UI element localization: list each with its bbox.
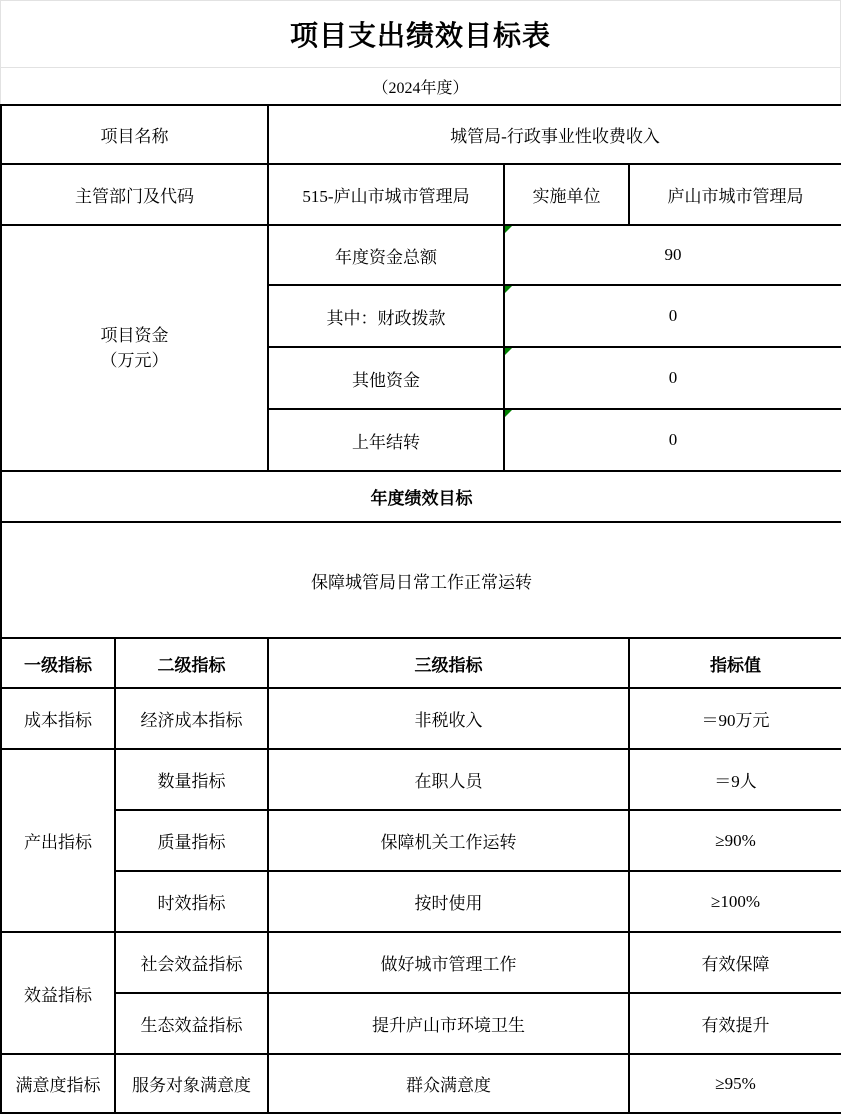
level3-public-satisfaction: 群众满意度 [268, 1054, 629, 1113]
level2-timeliness: 时效指标 [115, 871, 268, 932]
indicator-row-quality [1, 810, 841, 871]
indicator-row-eco-benefit [1, 993, 841, 1054]
excel-flag-triangle-icon [505, 226, 512, 233]
annual-goal-content: 保障城管局日常工作正常运转 [1, 522, 841, 638]
department-row [1, 164, 841, 225]
title-band [0, 0, 841, 67]
impl-unit-label: 实施单位 [504, 164, 629, 225]
header-level1: 一级指标 [1, 638, 115, 688]
level3-city-management: 做好城市管理工作 [268, 932, 629, 993]
funding-total-value [504, 225, 841, 285]
funding-fiscal-value [504, 285, 841, 347]
level3-nontax-income: 非税收入 [268, 688, 629, 749]
page-title: 项目支出绩效目标表 [289, 21, 551, 52]
value-city-management: 有效保障 [629, 932, 841, 993]
indicator-row-quantity [1, 749, 841, 810]
excel-flag-triangle-icon [505, 348, 512, 355]
funding-label-line2: （万元） [100, 351, 169, 370]
level3-on-time-use: 按时使用 [268, 871, 629, 932]
page-subtitle: （2024年度） [372, 79, 469, 97]
funding-total-amount: 90 [664, 245, 682, 264]
header-value: 指标值 [629, 638, 841, 688]
level3-agency-operation: 保障机关工作运转 [268, 810, 629, 871]
subtitle-band [0, 67, 841, 104]
funding-section-label [1, 225, 268, 471]
excel-flag-triangle-icon [505, 286, 512, 293]
level1-output: 产出指标 [1, 749, 115, 932]
project-name-row [1, 105, 841, 164]
funding-fiscal-amount: 0 [668, 306, 678, 325]
annual-goal-content-row [1, 522, 841, 638]
value-nontax-income: ＝90万元 [629, 688, 841, 749]
level1-satisfaction: 满意度指标 [1, 1054, 115, 1113]
project-name-label: 项目名称 [1, 105, 268, 164]
performance-table [0, 104, 841, 1114]
dept-label: 主管部门及代码 [1, 164, 268, 225]
indicator-row-social-benefit [1, 932, 841, 993]
level2-economic-cost: 经济成本指标 [115, 688, 268, 749]
funding-carryover-value [504, 409, 841, 471]
level2-eco-benefit: 生态效益指标 [115, 993, 268, 1054]
funding-other-label: 其他资金 [268, 347, 504, 409]
impl-unit-value: 庐山市城市管理局 [629, 164, 841, 225]
level2-quantity: 数量指标 [115, 749, 268, 810]
header-level2: 二级指标 [115, 638, 268, 688]
value-on-time-use: ≥100% [629, 871, 841, 932]
value-public-satisfaction: ≥95% [629, 1054, 841, 1113]
funding-row-total [1, 225, 841, 285]
annual-goal-header-row [1, 471, 841, 522]
annual-goal-header: 年度绩效目标 [1, 471, 841, 522]
indicator-row-satisfaction [1, 1054, 841, 1113]
funding-label-line1: 项目资金 [100, 325, 169, 345]
funding-carryover-amount: 0 [668, 430, 678, 449]
funding-other-value [504, 347, 841, 409]
header-level3: 三级指标 [268, 638, 629, 688]
project-name-value: 城管局-行政事业性收费收入 [268, 105, 841, 164]
level2-service-satisfaction: 服务对象满意度 [115, 1054, 268, 1113]
indicator-row-timeliness [1, 871, 841, 932]
indicator-header-row [1, 638, 841, 688]
funding-other-amount: 0 [668, 368, 678, 387]
value-agency-operation: ≥90% [629, 810, 841, 871]
funding-carryover-label: 上年结转 [268, 409, 504, 471]
level1-benefit: 效益指标 [1, 932, 115, 1054]
funding-total-label: 年度资金总额 [268, 225, 504, 285]
dept-value: 515-庐山市城市管理局 [268, 164, 504, 225]
funding-fiscal-label: 其中：财政拨款 [268, 285, 504, 347]
level2-quality: 质量指标 [115, 810, 268, 871]
level3-staff: 在职人员 [268, 749, 629, 810]
level3-environment: 提升庐山市环境卫生 [268, 993, 629, 1054]
level1-cost: 成本指标 [1, 688, 115, 749]
value-environment: 有效提升 [629, 993, 841, 1054]
indicator-row-cost [1, 688, 841, 749]
level2-social-benefit: 社会效益指标 [115, 932, 268, 993]
excel-flag-triangle-icon [505, 410, 512, 417]
value-staff: ＝9人 [629, 749, 841, 810]
